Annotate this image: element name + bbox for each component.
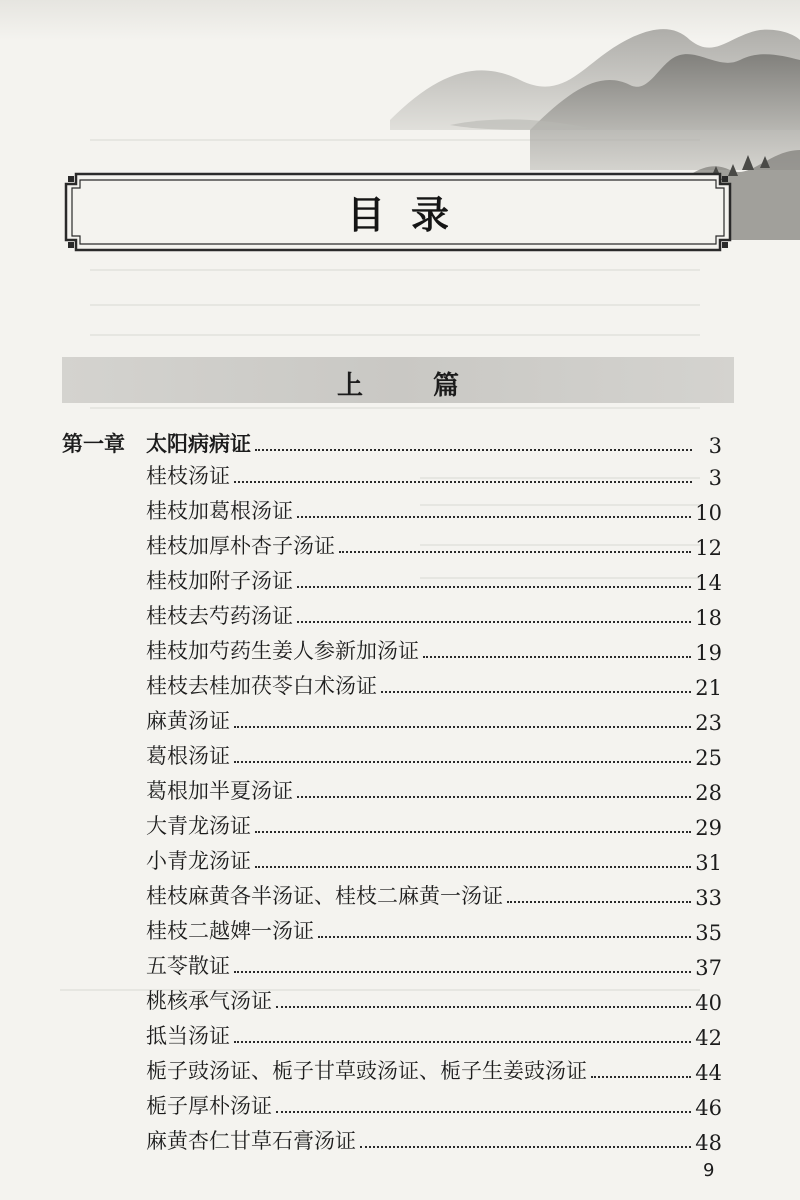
toc-entry-page: 3: [708, 466, 722, 490]
toc-entry[interactable]: [146, 911, 722, 945]
toc-entry-title: 麻黄杏仁甘草石膏汤证: [146, 1129, 356, 1153]
toc-entry-page: 33: [695, 886, 722, 910]
toc-entry-title: 栀子豉汤证、栀子甘草豉汤证、栀子生姜豉汤证: [146, 1059, 587, 1083]
toc-entry-page: 48: [695, 1131, 722, 1155]
title-frame: [62, 170, 734, 254]
dot-leader: [234, 760, 691, 763]
dot-leader: [360, 1145, 691, 1148]
toc-entry-page: 19: [695, 641, 722, 665]
dot-leader: [234, 1040, 691, 1043]
toc-entry[interactable]: [146, 1051, 722, 1085]
toc-entry[interactable]: [146, 456, 722, 490]
toc-entry-title: 桃核承气汤证: [146, 989, 272, 1013]
toc-entry-title: 桂枝去芍药汤证: [146, 604, 293, 628]
toc-entry-page: 23: [695, 711, 722, 735]
dot-leader: [318, 935, 691, 938]
chapter-heading: [62, 428, 251, 458]
dot-leader: [339, 550, 691, 553]
toc-entry-title: 桂枝加附子汤证: [146, 569, 293, 593]
dot-leader: [297, 620, 691, 623]
toc-entry-page: 18: [695, 606, 722, 630]
toc-entry-title: 抵当汤证: [146, 1024, 230, 1048]
toc-entry-page: 28: [695, 781, 722, 805]
toc-entry[interactable]: [146, 1121, 722, 1155]
dot-leader: [591, 1075, 691, 1078]
dot-leader: [255, 448, 692, 451]
toc-entry-title: 桂枝汤证: [146, 464, 230, 488]
dot-leader: [297, 515, 691, 518]
dot-leader: [234, 970, 691, 973]
section-header-bar: [62, 357, 734, 403]
chapter-title: 太阳病病证: [146, 431, 251, 456]
dot-leader: [423, 655, 691, 658]
toc-entry-page: 42: [695, 1026, 722, 1050]
toc-entry[interactable]: [146, 631, 722, 665]
dot-leader: [255, 830, 691, 833]
toc-entry[interactable]: [146, 841, 722, 875]
dot-leader: [507, 900, 691, 903]
toc-entry-page: 25: [695, 746, 722, 770]
toc-entry-page: 21: [695, 676, 722, 700]
toc-entry-page: 31: [695, 851, 722, 875]
toc-entry[interactable]: [146, 666, 722, 700]
toc-entry-title: 桂枝加厚朴杏子汤证: [146, 534, 335, 558]
toc-chapter-1[interactable]: [62, 424, 722, 458]
toc-entry-page: 44: [695, 1061, 722, 1085]
dot-leader: [234, 480, 692, 483]
section-title: 上篇: [336, 371, 529, 401]
toc-entry-page: 37: [695, 956, 722, 980]
toc-entry-page: 29: [695, 816, 722, 840]
toc-entry-title: 麻黄汤证: [146, 709, 230, 733]
dot-leader: [255, 865, 691, 868]
toc-entry[interactable]: [146, 1016, 722, 1050]
toc-entry[interactable]: [146, 771, 722, 805]
toc-entry[interactable]: [146, 1086, 722, 1120]
dot-leader: [297, 795, 691, 798]
dot-leader: [381, 690, 691, 693]
dot-leader: [276, 1110, 691, 1113]
toc-entry-title: 桂枝加葛根汤证: [146, 499, 293, 523]
toc-entry-title: 葛根加半夏汤证: [146, 779, 293, 803]
toc-entry[interactable]: [146, 806, 722, 840]
toc-entry[interactable]: [146, 736, 722, 770]
chapter-page-number: 3: [708, 434, 722, 458]
toc-entry-title: 桂枝麻黄各半汤证、桂枝二麻黄一汤证: [146, 884, 503, 908]
toc-entry-title: 桂枝加芍药生姜人参新加汤证: [146, 639, 419, 663]
toc-entry-page: 40: [695, 991, 722, 1015]
toc-entry[interactable]: [146, 701, 722, 735]
toc-entry-title: 葛根汤证: [146, 744, 230, 768]
toc-entry-title: 五苓散证: [146, 954, 230, 978]
toc-entry[interactable]: [146, 946, 722, 980]
toc-entry-page: 46: [695, 1096, 722, 1120]
dot-leader: [276, 1005, 691, 1008]
toc-entry-page: 12: [695, 536, 722, 560]
toc-entry-title: 大青龙汤证: [146, 814, 251, 838]
page-number: 9: [703, 1160, 715, 1181]
toc-entry-title: 桂枝二越婢一汤证: [146, 919, 314, 943]
dot-leader: [234, 725, 691, 728]
toc-entry-title: 栀子厚朴汤证: [146, 1094, 272, 1118]
toc-entry[interactable]: [146, 981, 722, 1015]
toc-entry-page: 14: [695, 571, 722, 595]
toc-entry[interactable]: [146, 491, 722, 525]
toc-entry[interactable]: [146, 596, 722, 630]
toc-entry-page: 35: [695, 921, 722, 945]
toc-entry-page: 10: [695, 501, 722, 525]
toc-entry-title: 小青龙汤证: [146, 849, 251, 873]
chapter-number: 第一章: [62, 431, 125, 456]
toc-entry[interactable]: [146, 561, 722, 595]
dot-leader: [297, 585, 691, 588]
toc-entry-title: 桂枝去桂加茯苓白术汤证: [146, 674, 377, 698]
page-title: 目录: [346, 192, 475, 237]
toc-entry[interactable]: [146, 876, 722, 910]
toc-entry[interactable]: [146, 526, 722, 560]
